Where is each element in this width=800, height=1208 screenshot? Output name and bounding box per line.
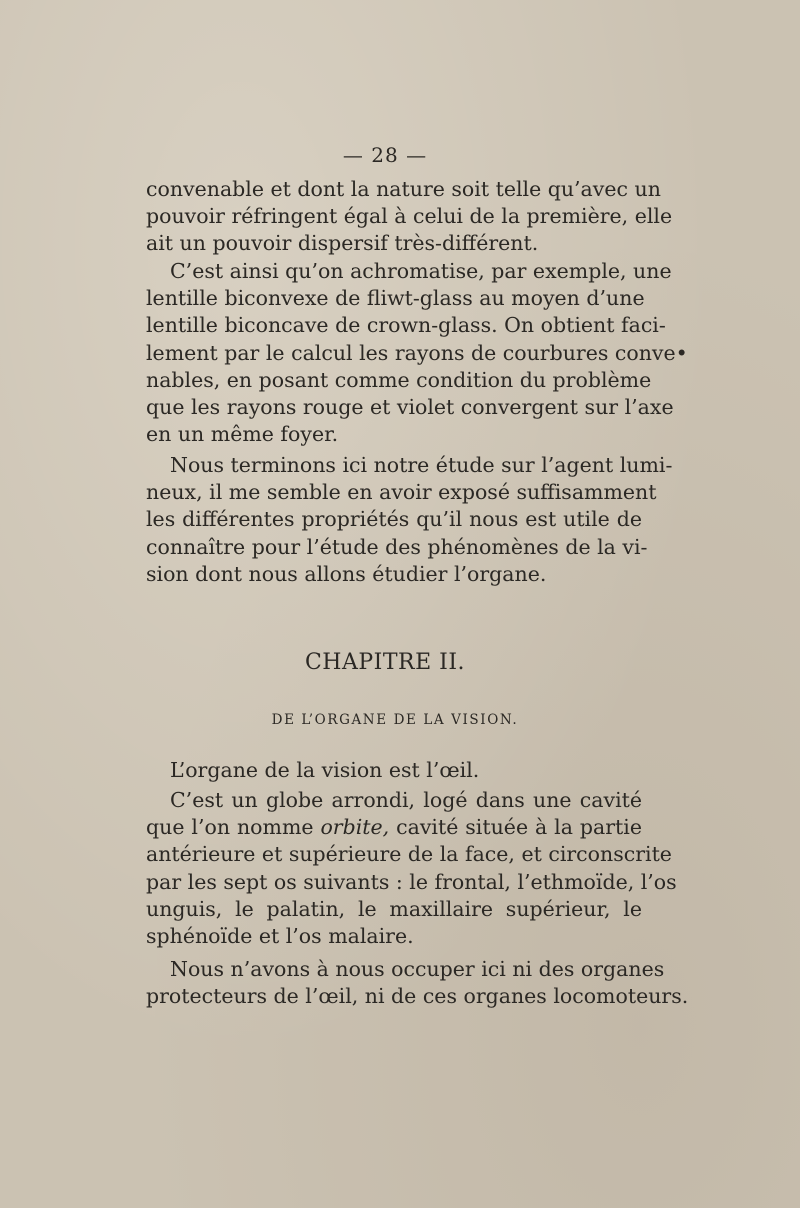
text-line: lentille biconvexe de fliwt-glass au moyen d’une [146,286,645,311]
text-line [146,787,642,814]
chapter-title: CHAPITRE II. [304,650,466,675]
paragraph [146,757,642,784]
text-line: les différentes propriétés qu’il nous est utile de [146,507,642,532]
text-line [146,841,672,868]
text-line: convenable et dont la nature soit telle qu’avec un [146,177,661,201]
text-line: sion dont nous allons étudier l’organe. [146,561,547,586]
paragraph [146,176,673,258]
text-segment: C’est un globe arrondi, logé dans une cavité [170,788,642,812]
text-line: pouvoir réfringent égal à celui de la première, elle [146,204,673,229]
text-line: que les rayons rouge et violet convergent sur l’axe [146,395,674,420]
paragraph [146,956,689,1010]
text-line [146,896,642,923]
paragraph [146,787,677,950]
text-line: C’est ainsi qu’on achromatise, par exemple, une [170,259,672,283]
text-line [146,814,642,841]
text-line: lentille biconcave de crown-glass. On obtient faci- [146,313,666,338]
text-line [146,923,642,950]
text-line: nables, en posant comme condition du problème [146,367,652,392]
italic-term: orbite, [320,815,390,840]
text-segment: cavité située à la partie [389,815,642,840]
text-line [146,869,677,896]
text-segment: unguis, le palatin, le maxillaire supérieur, le [146,896,642,921]
text-line: Nous terminons ici notre étude sur l’agent lumi- [170,453,673,477]
text-line: neux, il me semble en avoir exposé suffisamment [146,480,657,505]
text-line: connaître pour l’étude des phénomènes de la vi- [146,534,648,559]
paragraph [146,258,688,448]
page-number: — 28 — [342,143,428,167]
text-line: Nous n’avons à nous occuper ici ni des organes [170,957,665,981]
text-segment: sphénoïde et l’os malaire. [146,924,414,949]
text-line: lement par le calcul les rayons de courbures conve• [146,340,688,365]
text-segment: par les sept os suivants : le frontal, l’ethmoïde, l’os [146,869,677,894]
text-segment: que l’on nomme [146,815,321,840]
paragraph [146,452,673,588]
text-line: en un même foyer. [146,422,339,447]
text-line: ait un pouvoir dispersif très-différent. [146,231,539,256]
text-line: L’organe de la vision est l’œil. [170,758,480,782]
text-line: protecteurs de l’œil, ni de ces organes locomoteurs. [146,984,689,1009]
chapter-subtitle: DE L’ORGANE DE LA VISION. [271,712,519,728]
text-segment: antérieure et supérieure de la face, et circonscrite [146,842,672,867]
